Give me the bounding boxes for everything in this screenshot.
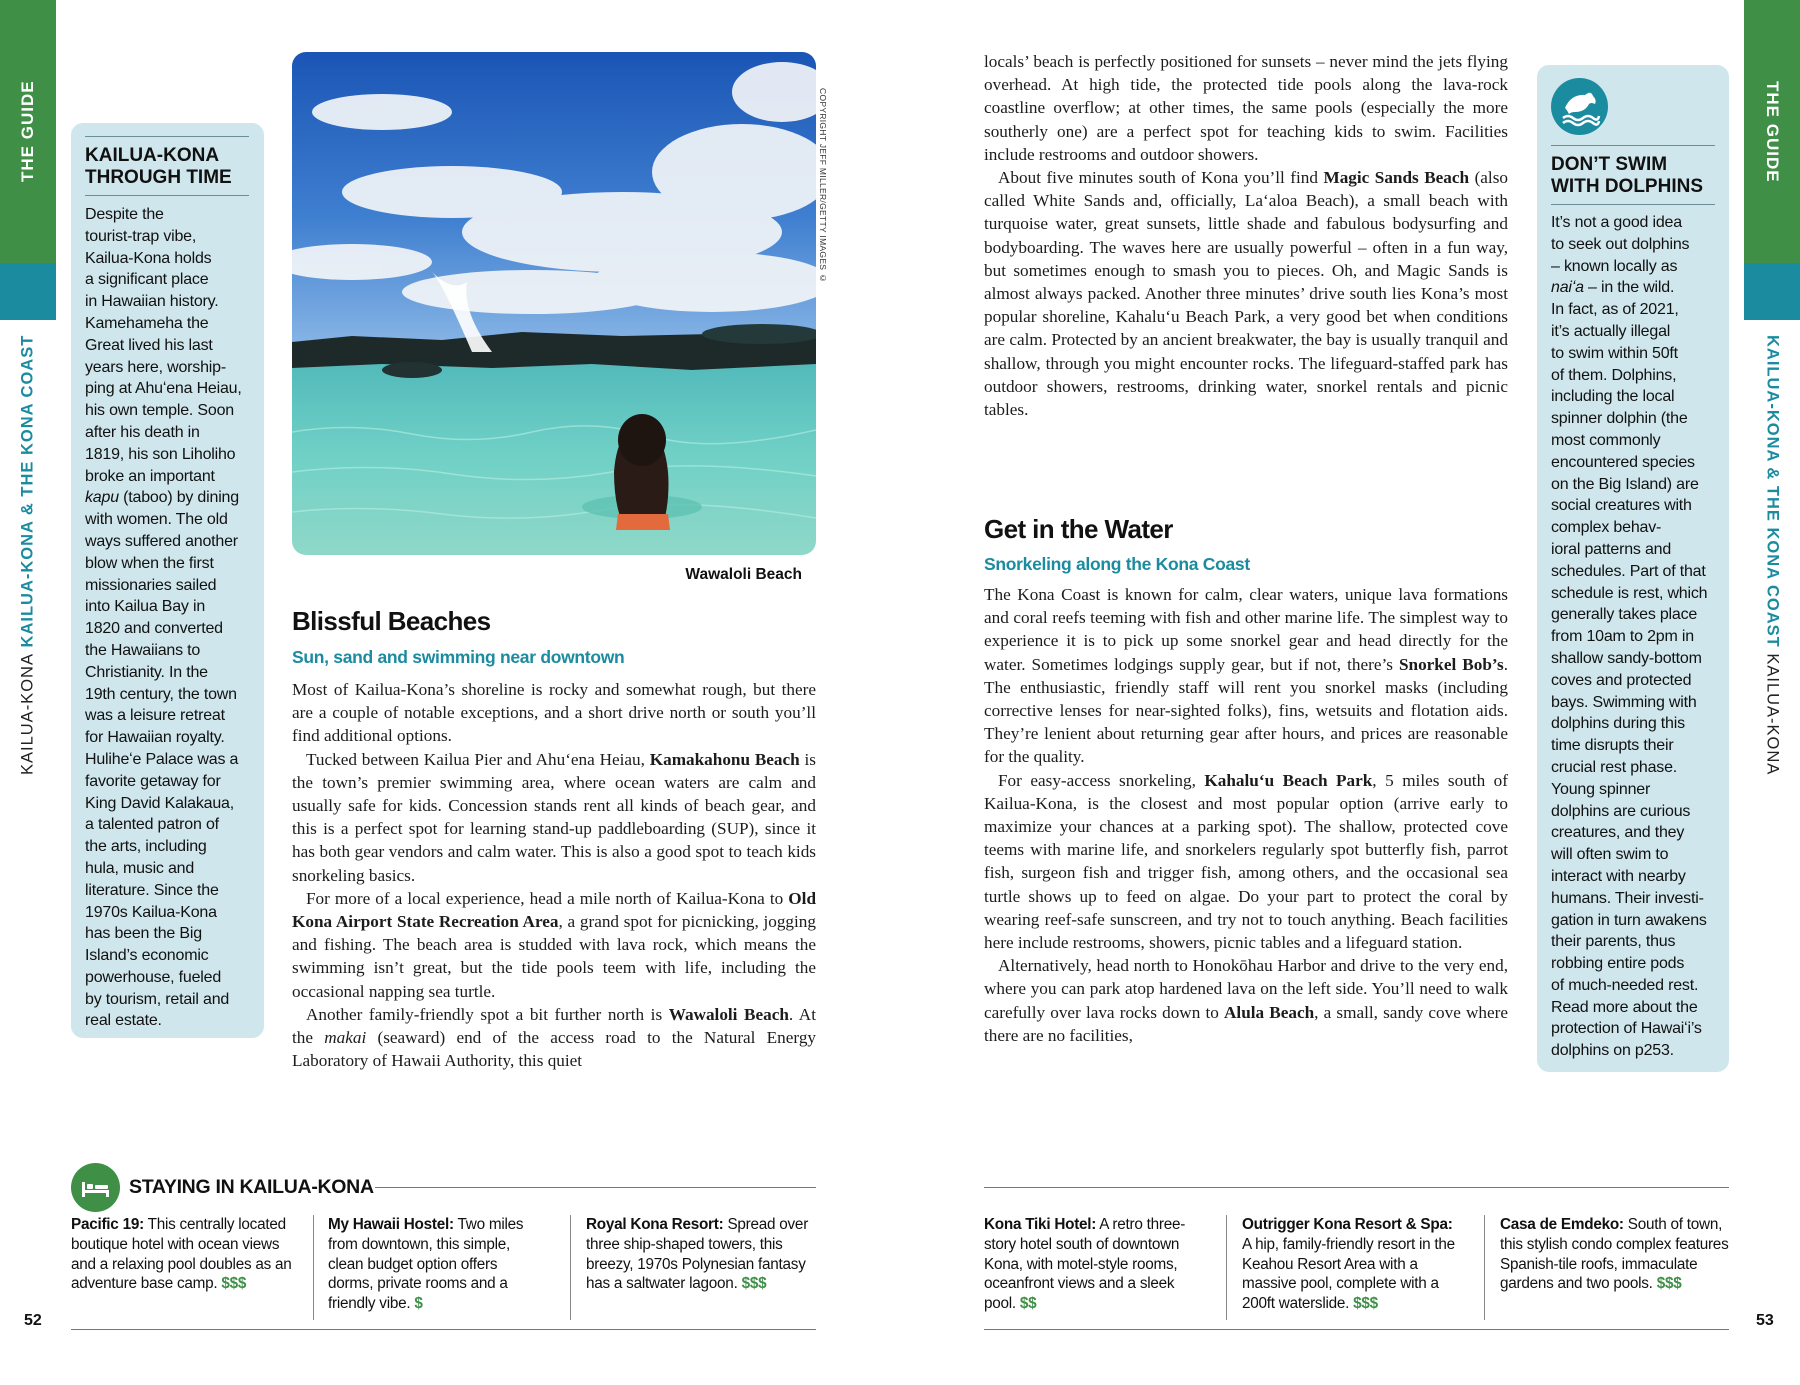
sidebar-line: Island’s economic: [85, 947, 209, 965]
staying-item-pacific-19: [71, 1215, 296, 1294]
staying-item-kona-tiki-hotel: [984, 1215, 1194, 1314]
sidebar-rule: [85, 136, 249, 137]
sidebar-line: Read more about the: [1551, 998, 1698, 1016]
sidebar-line: powerhouse, fueled: [85, 968, 222, 986]
bed-icon-graphic: [71, 1163, 120, 1212]
sidebar-line: humans. Their investi-: [1551, 889, 1704, 907]
footer-rule-left: [71, 1329, 816, 1330]
staying-divider: [313, 1215, 314, 1320]
sidebar-line: broke an important: [85, 467, 215, 485]
paragraph-text: Another family-friendly spot a bit further north is: [306, 1004, 669, 1024]
sidebar-line: of much-needed rest.: [1551, 976, 1699, 994]
photo-caption: Wawaloli Beach: [685, 566, 802, 583]
place-name-snorkel-bobs: Snorkel Bob’s: [1398, 654, 1504, 674]
staying-divider: [1484, 1215, 1485, 1320]
sidebar-line: time disrupts their: [1551, 737, 1674, 755]
sidebar-line: of them. Dolphins,: [1551, 366, 1677, 384]
sidebar-line: to seek out dolphins: [1551, 235, 1690, 253]
beach-photo-illustration: [292, 52, 816, 555]
paragraph-text: , a small, sandy cove where there are no facilities,: [984, 1002, 1508, 1045]
sidebar-line: hula, music and: [85, 859, 195, 877]
sidebar-line: encountered species: [1551, 453, 1695, 471]
sidebar-line: gation in turn awakens: [1551, 911, 1707, 929]
paragraph-text: Alternatively, head north to Honokōhau Harbor and drive to the very end, where you can park atop hardened lava on the left side. You’ll need to walk carefully over lava rocks down to: [984, 956, 1508, 1022]
sidebar-line: [1551, 277, 1726, 299]
sidebar-line: will often swim to: [1551, 846, 1669, 864]
side-tab-accent-right: [1744, 263, 1800, 320]
sidebar-line: ioral patterns and: [1551, 540, 1672, 558]
sidebar-line: interact with nearby: [1551, 867, 1686, 885]
price-indicator: $$$: [1656, 1275, 1682, 1293]
sidebar-line: [85, 487, 260, 509]
paragraph: [292, 887, 816, 1003]
sidebar-line: crucial rest phase.: [1551, 758, 1678, 776]
sidebar-line: Huliheʻe Palace was a: [85, 750, 239, 768]
sidebar-line: It’s not a good idea: [1551, 214, 1682, 231]
hotel-description: South of town, this stylish condo complex features Spanish-tile roofs, immaculate gardens and two pools.: [1500, 1216, 1729, 1293]
paragraph: [984, 769, 1508, 955]
section-heading-blissful-beaches: Blissful Beaches: [292, 606, 491, 636]
sidebar-line: from 10am to 2pm in: [1551, 628, 1694, 646]
price-indicator: $$: [1019, 1295, 1037, 1313]
sidebar-line: 1970s Kailua-Kona: [85, 903, 217, 921]
paragraph-text: About five minutes south of Kona you’ll find: [998, 168, 1324, 188]
sidebar-line: their parents, thus: [1551, 933, 1676, 951]
paragraph-text: . The enthusiastic, friendly staff will rent you snorkel masks (including corrective lenses for near-sighted folks), fins, wetsuits and flotation aids. They’re lenient about returning gear after hours, and prices are reasonable for the quality.: [984, 654, 1508, 767]
sidebar-title-line2: WITH DOLPHINS: [1551, 176, 1703, 197]
section-heading-get-in-the-water: Get in the Water: [984, 514, 1173, 544]
sidebar-line: the arts, including: [85, 838, 207, 856]
paragraph: [984, 166, 1508, 421]
section-subheading-blissful-beaches: Sun, sand and swimming near downtown: [292, 647, 625, 667]
sidebar-title: [85, 145, 255, 189]
staying-divider: [1226, 1215, 1227, 1320]
side-tab-accent-left: [0, 263, 56, 320]
price-indicator: $$$: [741, 1275, 767, 1293]
sidebar-line: Young spinner: [1551, 780, 1651, 798]
side-tab-section-b-left: KAILUA-KONA & THE KONA COAST: [18, 334, 37, 648]
sidebar-line: with women. The old: [85, 511, 228, 529]
sidebar-line-text: – in the wild.: [1583, 279, 1675, 297]
place-name-magic-sands-beach: Magic Sands Beach: [1323, 168, 1470, 188]
page-number-left: 52: [24, 1312, 42, 1329]
term-naia: naiʻa: [1551, 279, 1584, 297]
sidebar-line: most commonly: [1551, 431, 1661, 449]
dolphin-icon-graphic: [1551, 78, 1608, 135]
paragraph-text: . At the: [292, 1004, 816, 1048]
staying-divider: [570, 1215, 571, 1320]
paragraph: [292, 748, 816, 887]
place-name-kahaluu-beach-park: Kahaluʻu Beach Park: [1204, 770, 1373, 790]
blissful-beaches-text: [292, 678, 816, 1072]
staying-item-royal-kona-resort: [586, 1215, 818, 1294]
sidebar-line: ping at Ahuʻena Heiau,: [85, 380, 242, 398]
sidebar-line: dolphins on p253.: [1551, 1042, 1674, 1060]
sidebar-line: 19th century, the town: [85, 685, 237, 703]
sidebar-line: social creatures with: [1551, 497, 1692, 515]
paragraph-text: , a grand spot for picnicking, jogging and fishing. The beach area is studded with lava rock, which means the swimming isn’t great, but the tide pools teem with life, including the occasional napping sea turtle.: [292, 912, 816, 1001]
paragraph: Most of Kailua-Kona’s shoreline is rocky and somewhat rough, but there are a couple of notable exceptions, and a short drive north or south you’ll find additional options.: [292, 680, 816, 746]
paragraph: locals’ beach is perfectly positioned for sunsets – never mind the jets flying overhead. At high tide, the protected tide pools along the lava-rock coastline overflow; at other times, the same pools (especially the more southerly one) are a perfect spot for teaching kids to swim. Facilities include restrooms and outdoor showers.: [984, 52, 1508, 164]
sidebar-title: [1551, 154, 1721, 198]
side-tab-section-right: [1744, 320, 1800, 790]
sidebar-line: after his death in: [85, 423, 200, 441]
sidebar-line: blow when the first: [85, 554, 214, 572]
sidebar-line: it’s actually illegal: [1551, 322, 1671, 340]
sidebar-line: for Hawaiian royalty.: [85, 729, 225, 747]
sidebar-line: including the local: [1551, 388, 1675, 406]
footer-rule-right: [984, 1329, 1729, 1330]
dolphin-icon: [1551, 78, 1608, 135]
sidebar-line: tourist-trap vibe,: [85, 227, 197, 245]
sidebar-line-text: (taboo) by dining: [118, 489, 239, 507]
sidebar-title-line1: KAILUA-KONA: [85, 145, 220, 166]
sidebar-line: spinner dolphin (the: [1551, 410, 1688, 428]
sidebar-body: [1551, 212, 1726, 1062]
sidebar-line: the Hawaiians to: [85, 641, 201, 659]
sidebar-line: literature. Since the: [85, 881, 219, 899]
hotel-name: Pacific 19:: [71, 1216, 144, 1233]
paragraph: [984, 583, 1508, 769]
staying-item-my-hawaii-hostel: [328, 1215, 543, 1314]
sidebar-line: shallow sandy-bottom: [1551, 649, 1702, 667]
side-tab-section-b-right: KAILUA-KONA: [1763, 653, 1782, 776]
paragraph: [292, 1003, 816, 1073]
sidebar-rule: [85, 195, 249, 196]
sidebar-line: missionaries sailed: [85, 576, 217, 594]
place-name-old-kona-airport: Old Kona Airport State Recreation Area: [292, 888, 816, 932]
sidebar-line: years here, worship-: [85, 358, 226, 376]
sidebar-line: ways suffered another: [85, 532, 238, 550]
side-tab-section-a-left: KAILUA-KONA: [18, 653, 37, 776]
staying-heading-rule-right: [984, 1187, 1729, 1188]
sidebar-line: has been the Big: [85, 925, 202, 943]
sidebar-line: – known locally as: [1551, 257, 1678, 275]
side-tab-guide-label-right: THE GUIDE: [1763, 80, 1782, 183]
sidebar-line: coves and protected: [1551, 671, 1692, 689]
sidebar-line: 1820 and converted: [85, 620, 223, 638]
sidebar-line: bays. Swimming with: [1551, 693, 1697, 711]
term-makai: makai: [324, 1028, 367, 1048]
sidebar-line: dolphins during this: [1551, 715, 1685, 733]
sidebar-line: into Kailua Bay in: [85, 598, 206, 616]
bed-icon: [71, 1163, 120, 1212]
hotel-name: Kona Tiki Hotel:: [984, 1216, 1097, 1233]
side-tab-section-left: [0, 320, 56, 790]
hotel-description: A retro three-story hotel south of downtown Kona, with motel-style rooms, oceanfront views and a sleek pool.: [984, 1216, 1186, 1313]
sidebar-line: to swim within 50ft: [1551, 344, 1678, 362]
section-subheading-get-in-the-water: Snorkeling along the Kona Coast: [984, 554, 1250, 574]
sidebar-line: generally takes place: [1551, 606, 1698, 624]
sidebar-title-line1: DON’T SWIM: [1551, 154, 1668, 175]
paragraph-text: (also called White Sands and, officially, Laʻaloa Beach), a small beach with turquoise water, great sunsets, little shade and fabulous bodysurfing and bodyboarding. The waves here are usually powerful – often in a fun way, but sometimes enough to smash you to pieces. Oh, and Magic Sands is almost always packed. Another three minutes’ drive south lies Kona’s most popular shoreline, Kahaluʻu Beach Park, a very good bet when conditions are calm. Protected by an ancient breakwater, the bay is usually tranquil and shallow, through you might encounter rocks. The lifeguard-staffed park has outdoor showers, restrooms, drinking water, snorkel rentals and picnic tables.: [984, 168, 1508, 420]
sidebar-line: King David Kalakaua,: [85, 794, 234, 812]
sidebar-line: Great lived his last: [85, 336, 213, 354]
place-name-kamakahonu-beach: Kamakahonu Beach: [649, 749, 800, 769]
price-indicator: $$$: [1353, 1295, 1378, 1313]
staying-heading: STAYING IN KAILUA-KONA: [129, 1176, 374, 1198]
sidebar-line: schedule is rest, which: [1551, 584, 1708, 602]
sidebar-rule: [1551, 145, 1715, 146]
photo-credit: COPYRIGHT JEFF MILLER/GETTY IMAGES ©: [818, 88, 828, 284]
staying-heading-rule: [375, 1187, 816, 1188]
sidebar-line: protection of Hawaiʻi’s: [1551, 1020, 1702, 1038]
hotel-description: Two miles from downtown, this simple, clean budget option offers dorms, private rooms and a friendly vibe.: [328, 1216, 524, 1313]
hotel-name: My Hawaii Hostel:: [328, 1216, 454, 1233]
price-indicator: $$$: [221, 1275, 247, 1293]
sidebar-line: dolphins are curious: [1551, 802, 1691, 820]
sidebar-line: a talented patron of: [85, 816, 219, 834]
sidebar-line: on the Big Island) are: [1551, 475, 1699, 493]
sidebar-line: was a leisure retreat: [85, 707, 225, 725]
sidebar-line: by tourism, retail and: [85, 990, 230, 1008]
side-tab-section-a-right: KAILUA-KONA & THE KONA COAST: [1763, 334, 1782, 648]
hotel-name: Casa de Emdeko:: [1500, 1216, 1624, 1233]
hotel-description: This centrally located boutique hotel with ocean views and a relaxing pool doubles as an adventure base camp.: [71, 1216, 292, 1293]
paragraph-text: Tucked between Kailua Pier and Ahuʻena Heiau,: [306, 749, 650, 769]
paragraph-text: is the town’s premier swimming area, where ocean waters are calm and usually safe for kids. Concession stands rent all kinds of beach gear, and this is a perfect spot for learning stand-up paddleboarding (SUP), since it has both gear vendors and calm water. This is also a good spot to teach kids snorkeling basics.: [292, 749, 816, 885]
kapu-term: kapu: [85, 489, 119, 507]
price-indicator: $: [414, 1295, 423, 1313]
place-name-wawaloli-beach: Wawaloli Beach: [668, 1004, 789, 1024]
sidebar-title-line2: THROUGH TIME: [85, 167, 232, 188]
sidebar-line: Christianity. In the: [85, 663, 208, 681]
paragraph-text: The Kona Coast is known for calm, clear waters, unique lava formations and coral reefs teeming with fish and other marine life. The simplest way to experience it is to pick up some snorkel gear and head directly for the water. Sometimes lodgings supply gear, but if not, there’s: [984, 585, 1508, 674]
sidebar-line: real estate.: [85, 1012, 162, 1030]
sidebar-body: [85, 204, 260, 1032]
sidebar-line: a significant place: [85, 271, 209, 289]
right-column-text-top: [984, 50, 1508, 421]
sidebar-line: Despite the: [85, 206, 164, 223]
paragraph-text: (seaward) end of the access road to the Natural Energy Laboratory of Hawaii Authority, this quiet: [292, 1028, 817, 1071]
side-tab-guide-label-left: THE GUIDE: [18, 80, 37, 183]
paragraph-text: , 5 miles south of Kailua-Kona, is the closest and most popular option (arrive early to maximize your chances at a parking spot). The shallow, protected cove teems with marine life, and snorkelers regularly spot butterfly fish, parrot fish, surgeon fish and trigger fish, among others, and the occasional sea turtle shows up to feed on algae. Do your part to protect the coral by wearing reef-safe sunscreen, and try not to touch anything. Beach facilities here include restrooms, showers, picnic tables and a lifeguard station.: [984, 770, 1508, 953]
sidebar-line: robbing entire pods: [1551, 955, 1685, 973]
paragraph: [984, 954, 1508, 1047]
sidebar-rule: [1551, 204, 1715, 205]
sidebar-line: his own temple. Soon: [85, 402, 234, 420]
sidebar-dont-swim-with-dolphins: [1537, 65, 1729, 1072]
hotel-name: Royal Kona Resort:: [586, 1216, 724, 1233]
place-name-alula-beach: Alula Beach: [1224, 1002, 1315, 1022]
paragraph-text: For easy-access snorkeling,: [998, 770, 1205, 790]
sidebar-line: favorite getaway for: [85, 772, 221, 790]
sidebar-kailua-kona-through-time: [71, 123, 264, 1038]
sidebar-line: complex behav-: [1551, 519, 1662, 537]
sidebar-line: in Hawaiian history.: [85, 293, 219, 311]
sidebar-line: In fact, as of 2021,: [1551, 301, 1679, 319]
hotel-name: Outrigger Kona Resort & Spa:: [1242, 1216, 1453, 1233]
staying-item-casa-de-emdeko: [1500, 1215, 1729, 1294]
staying-item-outrigger-kona-resort: [1242, 1215, 1457, 1314]
right-column-text-bottom: [984, 583, 1508, 1047]
beach-photo: [292, 52, 816, 555]
page-number-right: 53: [1756, 1312, 1774, 1329]
sidebar-line: Kamehameha the: [85, 314, 209, 332]
hotel-description: Spread over three ship-shaped towers, this breezy, 1970s Polynesian fantasy has a saltwater lagoon.: [586, 1216, 809, 1293]
hotel-description: A hip, family-friendly resort in the Keahou Resort Area with a massive pool, complete with a 200ft waterslide.: [1242, 1235, 1455, 1313]
sidebar-line: 1819, his son Liholiho: [85, 445, 236, 463]
sidebar-line: creatures, and they: [1551, 824, 1685, 842]
paragraph-text: For more of a local experience, head a mile north of Kailua-Kona to: [306, 888, 789, 908]
sidebar-line: Kailua-Kona holds: [85, 249, 212, 267]
sidebar-line: schedules. Part of that: [1551, 562, 1706, 580]
